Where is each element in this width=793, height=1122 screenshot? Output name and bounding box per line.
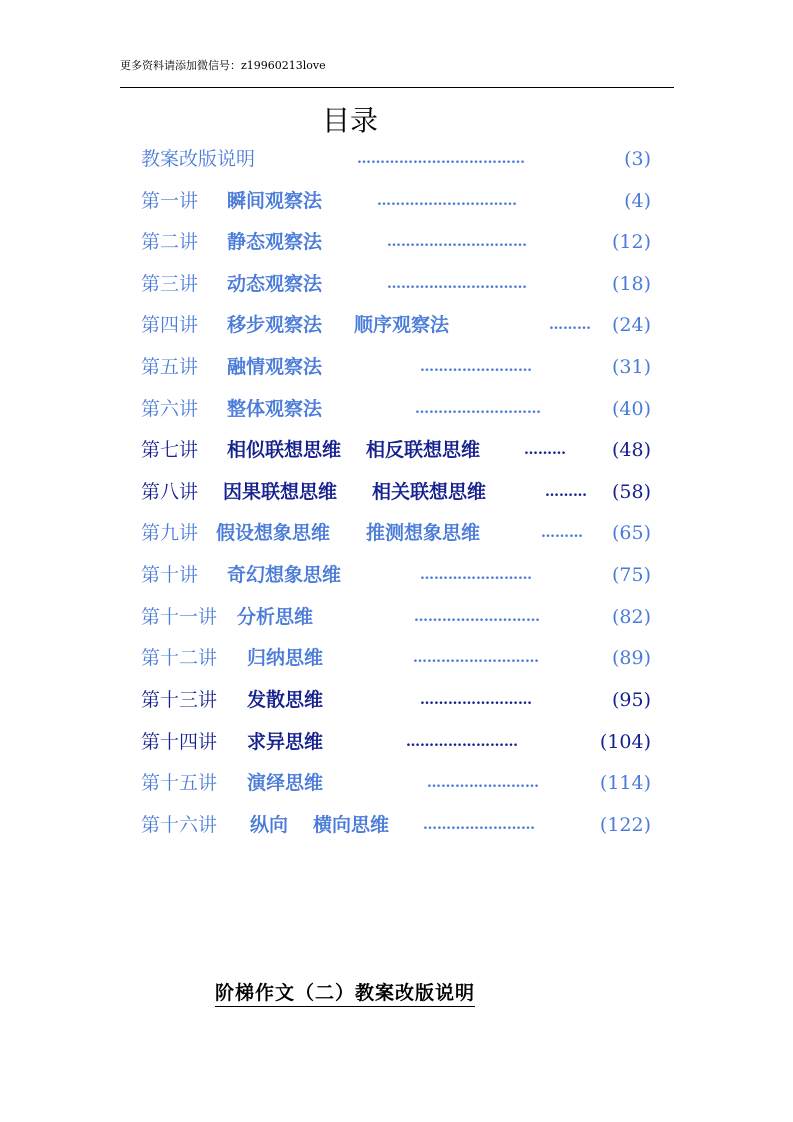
toc-entry[interactable] <box>141 310 651 340</box>
toc-lecture-label: 第三讲 <box>141 273 199 295</box>
toc-page-number: (114) <box>599 772 651 794</box>
toc-topic-secondary: 相反联想思维 <box>366 439 481 461</box>
toc-page-number: (104) <box>599 731 651 753</box>
toc-entry[interactable] <box>141 144 651 174</box>
toc-leader-dots: ……… <box>541 525 583 541</box>
toc-leader-dots: …………………… <box>420 359 532 375</box>
toc-entry[interactable] <box>141 768 651 798</box>
toc-page-number: (75) <box>611 564 651 586</box>
toc-lecture-label: 第二讲 <box>141 231 199 253</box>
toc-lecture-label: 第十二讲 <box>141 647 218 669</box>
toc-topic: 瞬间观察法 <box>227 190 323 212</box>
toc-page-number: (122) <box>599 814 651 836</box>
toc-page-number: (3) <box>624 148 651 170</box>
toc-page-number: (18) <box>611 273 651 295</box>
toc-lecture-label: 第十一讲 <box>141 606 218 628</box>
toc-entry[interactable] <box>141 518 651 548</box>
toc-leader-dots: ……………………… <box>414 609 540 625</box>
toc-lecture-label: 第一讲 <box>141 190 199 212</box>
toc-lecture-label: 第六讲 <box>141 398 199 420</box>
toc-title: 目录 <box>322 104 379 137</box>
toc-leader-dots: ……… <box>545 484 587 500</box>
toc-topic-secondary: 相关联想思维 <box>372 481 487 503</box>
toc-page-number: (65) <box>611 522 651 544</box>
toc-leader-dots: ………………………… <box>387 276 527 292</box>
toc-leader-dots: ……… <box>549 317 591 333</box>
toc-lecture-label: 第十六讲 <box>141 814 218 836</box>
toc-page-number: (89) <box>611 647 651 669</box>
toc-leader-dots: ……………………………… <box>357 151 525 167</box>
toc-page-number: (82) <box>611 606 651 628</box>
toc-lecture-label: 第五讲 <box>141 356 199 378</box>
toc-topic: 动态观察法 <box>227 273 323 295</box>
toc-entry[interactable] <box>141 435 651 465</box>
toc-lecture-label: 第四讲 <box>141 314 199 336</box>
toc-leader-dots: …………………… <box>420 567 532 583</box>
toc-topic: 求异思维 <box>247 731 324 753</box>
toc-entry[interactable] <box>141 602 651 632</box>
toc-topic-secondary: 顺序观察法 <box>354 314 450 336</box>
toc-topic: 发散思维 <box>247 689 324 711</box>
toc-lecture-label: 第十五讲 <box>141 772 218 794</box>
toc-leader-dots: ……… <box>524 442 566 458</box>
toc-page-number: (31) <box>611 356 651 378</box>
toc-lecture-label: 第七讲 <box>141 439 199 461</box>
toc-page-number: (24) <box>611 314 651 336</box>
header-divider <box>120 87 674 88</box>
toc-page-number: (58) <box>611 481 651 503</box>
toc-topic: 移步观察法 <box>227 314 323 336</box>
section-title: 阶梯作文（二）教案改版说明 <box>215 978 475 1007</box>
toc-topic: 奇幻想象思维 <box>227 564 342 586</box>
toc-topic-secondary: 横向思维 <box>313 814 390 836</box>
toc-topic-secondary: 推测想象思维 <box>366 522 481 544</box>
toc-lecture-label: 教案改版说明 <box>141 148 256 170</box>
toc-lecture-label: 第十四讲 <box>141 731 218 753</box>
toc-lecture-label: 第九讲 <box>141 522 199 544</box>
toc-leader-dots: ……………………… <box>415 401 541 417</box>
toc-leader-dots: …………………… <box>423 817 535 833</box>
toc-topic: 融情观察法 <box>227 356 323 378</box>
toc-topic: 纵向 <box>250 814 289 836</box>
toc-topic: 演绎思维 <box>247 772 324 794</box>
toc-entry[interactable] <box>141 643 651 673</box>
toc-topic: 静态观察法 <box>227 231 323 253</box>
toc-page-number: (95) <box>611 689 651 711</box>
toc-leader-dots: ……………………… <box>413 650 539 666</box>
toc-entry[interactable] <box>141 727 651 757</box>
toc-leader-dots: …………………… <box>420 692 532 708</box>
toc-entry[interactable] <box>141 227 651 257</box>
toc-topic: 归纳思维 <box>247 647 324 669</box>
toc-page-number: (12) <box>611 231 651 253</box>
page-header-text: 更多资料请添加微信号：z19960213love <box>120 59 326 72</box>
toc-entry[interactable] <box>141 560 651 590</box>
toc-topic: 假设想象思维 <box>216 522 331 544</box>
toc-page-number: (40) <box>611 398 651 420</box>
toc-page-number: (48) <box>611 439 651 461</box>
toc-topic: 因果联想思维 <box>223 481 338 503</box>
toc-topic: 整体观察法 <box>227 398 323 420</box>
toc-lecture-label: 第十三讲 <box>141 689 218 711</box>
toc-leader-dots: ………………………… <box>387 234 527 250</box>
toc-entry[interactable] <box>141 810 651 840</box>
toc-lecture-label: 第八讲 <box>141 481 199 503</box>
toc-entry[interactable] <box>141 269 651 299</box>
toc-entry[interactable] <box>141 685 651 715</box>
toc-topic: 相似联想思维 <box>227 439 342 461</box>
toc-entry[interactable] <box>141 352 651 382</box>
toc-lecture-label: 第十讲 <box>141 564 199 586</box>
toc-entry[interactable] <box>141 477 651 507</box>
toc-entry[interactable] <box>141 394 651 424</box>
toc-leader-dots: …………………… <box>427 775 539 791</box>
toc-page-number: (4) <box>624 190 651 212</box>
toc-leader-dots: …………………… <box>406 734 518 750</box>
toc-leader-dots: ………………………… <box>377 193 517 209</box>
toc-topic: 分析思维 <box>237 606 314 628</box>
toc-entry[interactable] <box>141 186 651 216</box>
